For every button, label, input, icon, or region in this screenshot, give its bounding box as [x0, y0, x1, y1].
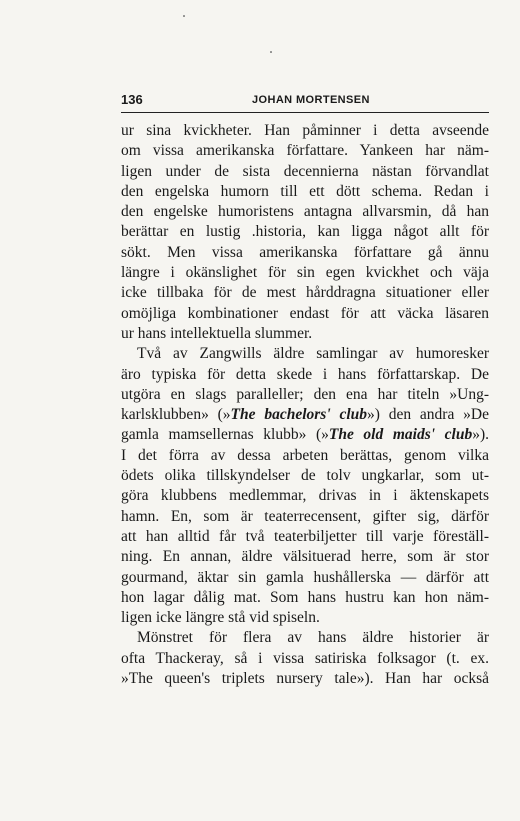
page-number: 136	[121, 92, 143, 107]
body-text	[121, 121, 489, 689]
page-header	[121, 92, 489, 112]
text-line: om vissa amerikanska författare. Yankeen har näm-	[121, 142, 489, 160]
text-line: Två av Zangwills äldre samlingar av humoresker	[137, 345, 489, 363]
text-line: längre i okänslighet för sin egen kvickhet och väja	[121, 264, 489, 282]
text-line: ligen icke längre stå vid spiseln.	[121, 609, 320, 627]
header-rule	[121, 112, 489, 113]
text-line: karlsklubben» (»The bachelors' club») den andra »De	[121, 406, 489, 424]
text-line: äro typiska för detta skede i hans författarskap. De	[121, 365, 489, 383]
text-line: ning. En annan, äldre välsituerad herre, som är stor	[121, 548, 489, 566]
text-line: sökt. Men vissa amerikanska författare gå ännu	[121, 243, 489, 261]
text-line: gourmand, äktar sin gamla hushållerska — därför att	[121, 568, 489, 586]
text-line: »The queen's triplets nursery tale»). Han har också	[121, 670, 489, 688]
text-line: utgöra en slags paralleller; den ena har titeln »Ung-	[121, 385, 489, 403]
text-line: att han alltid får två teaterbiljetter till varje föreställ-	[121, 527, 489, 545]
text-line: den engelske humoristens antagna allvarsmin, då han	[121, 203, 489, 221]
paper-speck	[183, 15, 185, 17]
text-line: ur sina kvickheter. Han påminner i detta avseende	[121, 122, 489, 139]
text-line: den engelska humorn till ett dött schema. Redan i	[121, 182, 489, 200]
text-line: ofta Thackeray, så i vissa satiriska folksagor (t. ex.	[121, 649, 489, 667]
paper-speck	[270, 51, 272, 53]
text-line: Mönstret för flera av hans äldre historier är	[137, 629, 489, 647]
text-line: gamla mamsellernas klubb» (»The old maids' club»).	[121, 426, 489, 444]
text-line: icke tillbaka för de mest hårddragna situationer eller	[121, 284, 489, 302]
text-line: hon lagar dålig mat. Som hans hustru kan hon näm-	[121, 588, 489, 606]
running-title: JOHAN MORTENSEN	[252, 94, 370, 106]
text-line: hamn. En, som är teaterrecensent, gifter sig, därför	[121, 507, 489, 525]
text-line: ödets olika tillskyndelser de tolv ungkarlar, som ut-	[121, 467, 489, 485]
text-line: ligen under de sista decennierna nästan förvandlat	[121, 162, 489, 180]
text-line: omöjliga kombinationer endast för att väcka läsaren	[121, 304, 489, 322]
text-line: göra klubbens medlemmar, drivas in i äktenskapets	[121, 487, 489, 505]
text-line: I det förra av dessa arbeten berättas, genom vilka	[121, 446, 489, 464]
text-line: ur hans intellektuella slummer.	[121, 324, 313, 342]
text-line: berättar en lustig .historia, kan ligga något allt för	[121, 223, 489, 241]
